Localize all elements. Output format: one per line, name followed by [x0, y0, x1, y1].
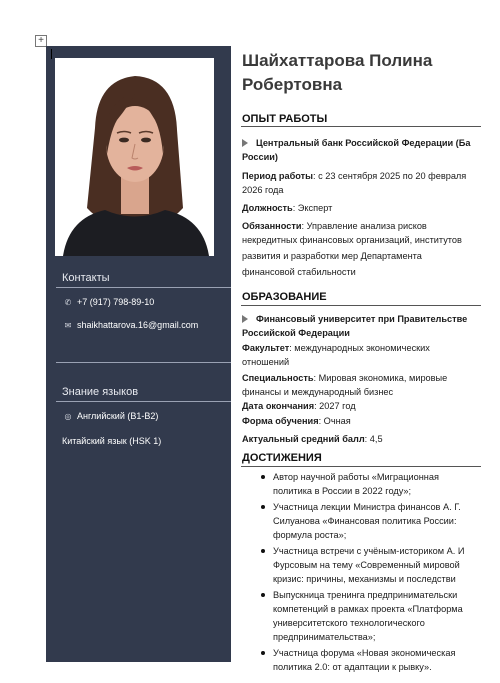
education-title: ОБРАЗОВАНИЕ	[242, 291, 327, 303]
education-specialty: Специальность: Мировая экономика, мировые	[242, 373, 448, 383]
language-item	[64, 411, 158, 421]
contacts-title: Контакты	[62, 272, 110, 284]
name-line-2: Робертовна	[242, 75, 343, 94]
email-row	[64, 320, 198, 330]
education-university-line2: Российской Федерации	[242, 328, 350, 338]
phone-row	[64, 297, 154, 307]
education-form: Форма обучения: Очная	[242, 416, 351, 426]
main-content	[241, 46, 471, 672]
experience-org: Центральный банк Российской Федерации (Ба	[242, 136, 474, 150]
email-address[interactable]: shaikhattarova.16@gmail.com	[77, 320, 199, 330]
languages-title: Знание языков	[62, 386, 139, 398]
full-name	[242, 49, 482, 97]
globe-icon: ◎	[64, 411, 72, 421]
education-faculty-line2: отношений	[242, 357, 290, 367]
list-item: Участница форума «Новая экономическая политика 2.0: от адаптации к рывку».	[241, 646, 481, 674]
education-specialty-line2: финансы и международный бизнес	[242, 387, 394, 397]
experience-duties-line4: финансовой стабильности	[242, 267, 356, 277]
achievements-divider	[241, 466, 481, 467]
contacts-bottom-divider	[56, 362, 231, 363]
sidebar	[46, 46, 231, 662]
table-move-handle[interactable]: +	[35, 35, 47, 47]
text-cursor	[51, 49, 52, 59]
name-line-1: Шайхаттарова Полина	[242, 51, 433, 70]
phone-icon: ✆	[64, 297, 72, 307]
education-end-date: Дата окончания: 2027 год	[242, 401, 356, 411]
education-divider	[241, 305, 481, 306]
experience-duties-line2: некредитных финансовых организаций, институтов	[242, 235, 462, 245]
achievements-list	[241, 470, 481, 676]
language-item	[62, 436, 161, 446]
profile-photo	[55, 58, 214, 256]
education-university: Финансовый университет при Правительстве	[242, 312, 474, 326]
experience-duties-line3: развития и разработки мер Департамента	[242, 251, 422, 261]
triangle-bullet-icon	[242, 315, 248, 323]
envelope-icon: ✉	[64, 320, 72, 330]
contacts-divider	[56, 287, 231, 288]
list-item: Участница встречи с учёным-историком А. И Фурсовым на тему «Современный мировой кризис: причины, механизмы и последстви	[241, 544, 481, 586]
experience-duties: Обязанности: Управление анализа рисков	[242, 221, 427, 231]
list-item: Автор научной работы «Миграционная политика в России в 2022 году»;	[241, 470, 481, 498]
education-gpa: Актуальный средний балл: 4,5	[242, 434, 383, 444]
phone-number[interactable]: +7 (917) 798-89-10	[77, 297, 155, 307]
language-english: Английский (B1-B2)	[77, 411, 159, 421]
list-item: Выпускница тренинга предпринимательски компетенций в рамках проекта «Платформа университетского технологического предпринимательства»;	[241, 588, 481, 644]
experience-period-line2: 2026 года	[242, 185, 284, 195]
experience-org-line2: России)	[242, 152, 278, 162]
achievements-title: ДОСТИЖЕНИЯ	[242, 452, 322, 464]
languages-divider	[56, 401, 231, 402]
education-faculty: Факультет: международных экономических	[242, 343, 430, 353]
experience-position: Должность: Эксперт	[242, 203, 333, 213]
triangle-bullet-icon	[242, 139, 248, 147]
experience-period: Период работы: с 23 сентября 2025 по 20 февраля	[242, 171, 467, 181]
list-item: Участница лекции Министра финансов А. Г. Силуанова «Финансовая политика России: формула роста»;	[241, 500, 481, 542]
experience-title: ОПЫТ РАБОТЫ	[242, 113, 328, 125]
experience-divider	[241, 126, 481, 127]
language-chinese: Китайский язык (HSK 1)	[62, 436, 162, 446]
